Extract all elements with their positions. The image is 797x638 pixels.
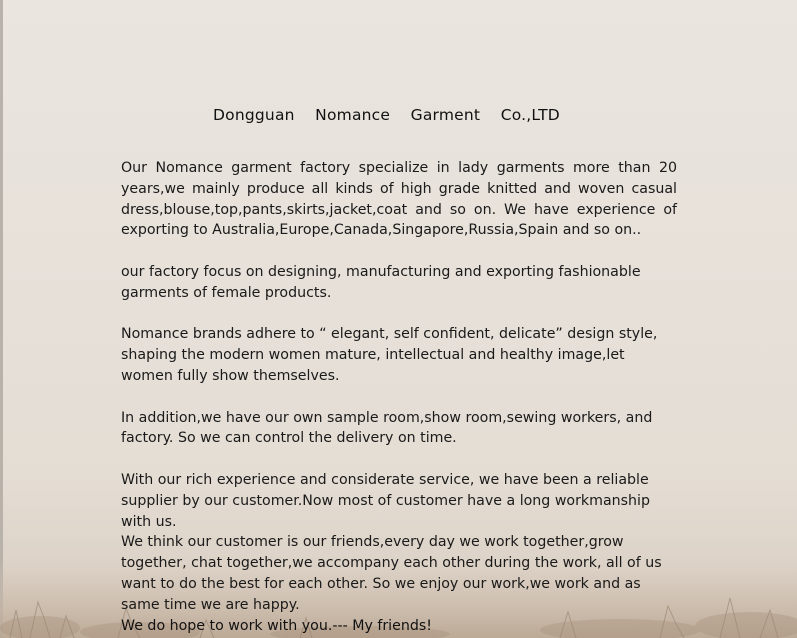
paragraph-focus: our factory focus on designing, manufacturing and exporting fashionable garments of female products. <box>121 263 641 301</box>
paragraph-brand: Nomance brands adhere to “ elegant, self confident, delicate” design style, shaping the modern women mature, intellectual and healthy image,let women fully show themselves. <box>121 326 658 384</box>
document-title: Dongguan Nomance Garment Co.,LTD <box>213 106 560 124</box>
page-edge <box>0 0 3 638</box>
document-body <box>121 158 677 616</box>
paragraph-experience: With our rich experience and considerate service, we have been a reliable supplier by our customer.Now most of customer have a long workmanship with us. <box>121 471 650 530</box>
paragraph-friends: We think our customer is our friends,every day we work together,grow together, chat together,we accompany each other during the work, all of us want to do the best for each other. So we enjoy our work,we work and as same time we are happy. <box>121 534 662 613</box>
paragraph-facilities: In addition,we have our own sample room,show room,sewing workers, and factory. So we can control the delivery on time. <box>121 409 653 447</box>
closing-line: We do hope to work with you.--- My friends! <box>121 618 432 634</box>
paragraph-intro: Our Nomance garment factory specialize in lady garments more than 20 years,we mainly produce all kinds of high grade knitted and woven casual dress,blouse,top,pants,skirts,jacket,coat and so on. We have experience of exporting to Australia,Europe,Canada,Singapore,Russia,Spain and so on.. <box>121 160 677 239</box>
